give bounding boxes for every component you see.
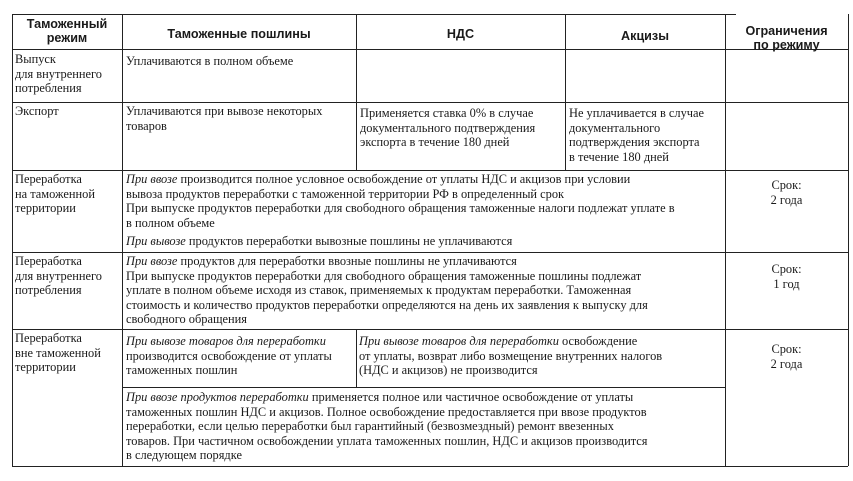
export-vat <box>360 106 535 150</box>
export-duties <box>126 104 322 133</box>
export-excise <box>569 106 704 164</box>
table-rule <box>725 14 726 466</box>
table-rule <box>122 387 725 388</box>
emphasis-text: При вывозе товаров для переработки <box>126 334 326 348</box>
body-text: продуктов переработки вывозные пошлины не уплачиваются <box>185 234 513 249</box>
export-excise-line: Не уплачивается в случае <box>569 106 705 120</box>
header-limits-line: по режиму <box>753 38 820 52</box>
export-excise-line: в течение 180 дней <box>569 149 669 164</box>
processing-on-line: вывоза продуктов переработки с таможенной территории РФ в определенный срок <box>126 186 565 201</box>
body-text: продуктов для переработки ввозные пошлины не уплачиваются <box>177 254 517 268</box>
limit-line: 1 год <box>773 276 800 291</box>
regime-export: Экспорт <box>15 104 59 118</box>
regime-release <box>15 52 102 96</box>
processing-on-line: в полном объеме <box>126 215 215 230</box>
limit-line: 2 года <box>770 356 803 371</box>
limit-line: 2 года <box>770 192 803 207</box>
export-duties-line: Уплачиваются при вывозе некоторых <box>126 104 323 118</box>
processing-off-bottom-line: таможенных пошлин НДС и акцизов. Полное освобождение предоставляется при ввозе продуктов <box>126 404 647 419</box>
header-excise: Акцизы <box>621 29 669 43</box>
export-vat-line: Применяется ставка 0% в случае <box>360 106 534 120</box>
processing-off-right-line <box>359 334 662 349</box>
regime-release-line: потребления <box>15 81 82 96</box>
processing-off-bottom-line: переработки, если целью переработки был гарантийный (безвозмездный) ремонт ввезенных <box>126 419 614 434</box>
header-regime-line: Таможенный <box>26 17 108 31</box>
processing-off-left-line: производится освобождение от уплаты <box>126 348 332 363</box>
export-excise-line: документального <box>569 120 661 135</box>
export-excise-line: подтверждения экспорта <box>569 135 700 150</box>
regime-processing-domestic-line: для внутреннего <box>15 268 102 283</box>
table-rule <box>122 14 123 466</box>
table-rule <box>12 14 13 466</box>
regime-release-line: для внутреннего <box>15 66 102 81</box>
processing-on-limit <box>727 178 846 207</box>
export-duties-line: товаров <box>126 118 167 133</box>
emphasis-text: При ввозе продуктов переработки <box>126 390 309 404</box>
header-vat: НДС <box>446 27 475 41</box>
export-vat-line: документального подтверждения <box>360 120 536 135</box>
limit-line: Срок: <box>771 262 802 276</box>
emphasis-text: При вывозе <box>126 234 186 249</box>
processing-off-bottom-line <box>126 390 648 405</box>
export-vat-line: экспорта в течение 180 дней <box>360 135 510 150</box>
header-regime <box>14 17 120 45</box>
regime-processing-on <box>15 172 95 216</box>
table-rule <box>848 14 849 466</box>
processing-domestic-line: уплате в полном объеме исходя из ставок, применяемых к продуктам переработки. Таможенная <box>126 283 632 298</box>
processing-off-bottom-line: товаров. При частичном освобождении уплата таможенных пошлин, НДС и акцизов производится <box>126 433 648 448</box>
processing-on-line <box>126 234 675 249</box>
processing-on-line: При выпуске продуктов переработки для свободного обращения таможенные налоги подлежат уплате в <box>126 201 675 216</box>
body-text: освобождение <box>558 334 638 348</box>
processing-on-line <box>126 172 675 187</box>
processing-off-limit <box>727 342 846 371</box>
release-duties: Уплачиваются в полном объеме <box>126 54 294 68</box>
header-limits-line: Ограничения <box>745 24 828 38</box>
table-rule <box>12 466 848 467</box>
table-rule <box>12 102 848 103</box>
emphasis-text: При ввозе <box>126 172 178 186</box>
table-rule <box>12 14 736 15</box>
emphasis-text: При ввозе <box>126 254 178 268</box>
processing-domestic-text <box>126 254 648 327</box>
processing-off-right-line: от уплаты, возврат либо возмещение внутренних налогов <box>359 348 663 363</box>
table-rule <box>356 14 357 170</box>
regime-processing-on-line: территории <box>15 201 76 216</box>
regime-processing-on-line: на таможенной <box>15 186 96 201</box>
body-text: применяется полное или частичное освобождение от уплаты <box>308 390 634 404</box>
regime-processing-domestic-line: Переработка <box>15 254 82 268</box>
processing-domestic-line: При выпуске продуктов переработки для свободного обращения таможенные пошлины подлежат <box>126 268 642 283</box>
regime-processing-off-line: Переработка <box>15 331 82 345</box>
processing-on-text <box>126 172 675 249</box>
processing-off-left-line: таможенных пошлин <box>126 363 238 378</box>
table-rule <box>356 329 357 387</box>
regime-release-line: Выпуск <box>15 52 56 66</box>
regime-processing-off-line: территории <box>15 360 76 375</box>
processing-domestic-line: стоимость и количество продуктов переработки определяются на день их заявления к выпуску для <box>126 297 648 312</box>
processing-domestic-line: свободного обращения <box>126 312 247 327</box>
processing-off-bottom-line: в следующем порядке <box>126 448 242 463</box>
regime-processing-off <box>15 331 101 375</box>
processing-domestic-limit <box>727 262 846 291</box>
processing-off-export-duties <box>126 334 332 378</box>
processing-off-export-taxes <box>359 334 662 378</box>
header-regime-line: режим <box>46 31 88 45</box>
regime-processing-domestic <box>15 254 102 298</box>
emphasis-text: При вывозе товаров для переработки <box>359 334 559 348</box>
table-rule <box>12 49 848 50</box>
limit-line: Срок: <box>771 342 802 356</box>
limit-line: Срок: <box>771 178 802 192</box>
processing-off-right-line: (НДС и акцизов) не производится <box>359 363 538 378</box>
table-rule <box>12 252 848 253</box>
processing-off-import-text <box>126 390 648 463</box>
table-rule <box>565 14 566 170</box>
processing-domestic-line <box>126 254 648 269</box>
regime-processing-domestic-line: потребления <box>15 283 82 298</box>
table-rule <box>12 170 848 171</box>
body-text: производится полное условное освобождение от уплаты НДС и акцизов при условии <box>177 172 631 186</box>
table-rule <box>12 329 848 330</box>
regime-processing-on-line: Переработка <box>15 172 82 186</box>
header-limits <box>727 24 846 52</box>
regime-processing-off-line: вне таможенной <box>15 345 101 360</box>
header-duties: Таможенные пошлины <box>167 27 311 41</box>
